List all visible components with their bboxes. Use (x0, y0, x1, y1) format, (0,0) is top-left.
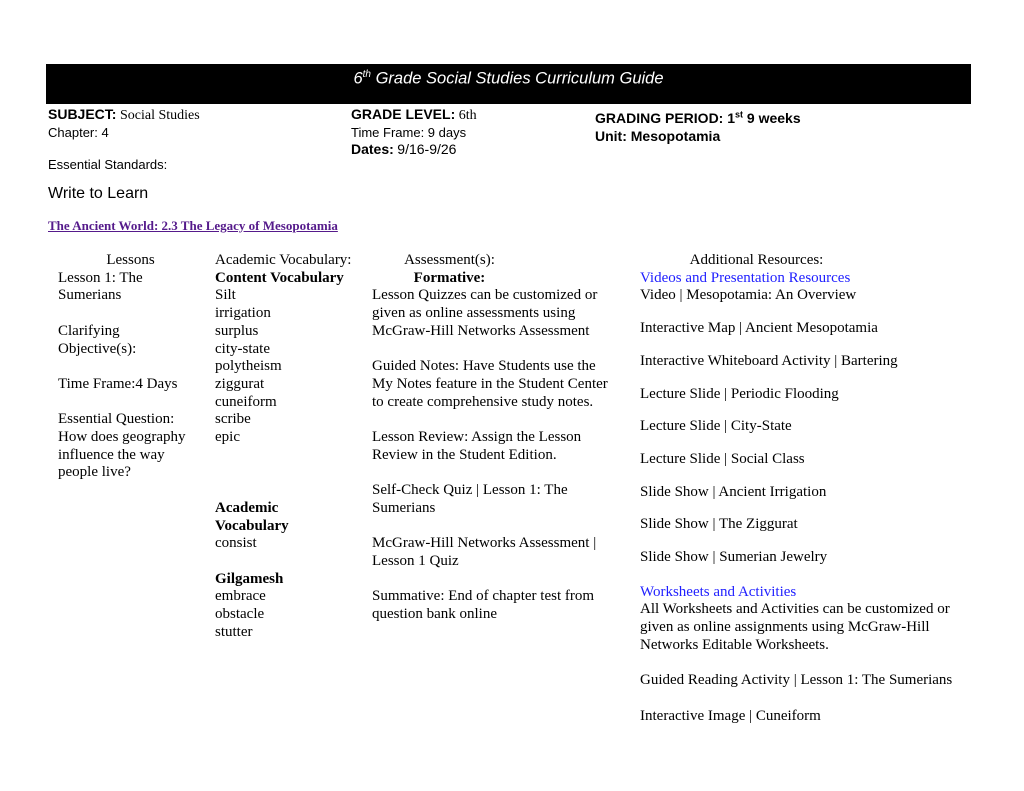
gilgamesh-heading: Gilgamesh (215, 570, 284, 587)
assessment-column (372, 252, 627, 624)
worksheet-item: Guided Reading Activity | Lesson 1: The Sumerians (640, 672, 953, 689)
grade-block (351, 106, 477, 159)
vocab-word: ziggurat (215, 375, 265, 392)
essential-question: How does geography (58, 428, 186, 445)
resource-item: Lecture Slide | Periodic Flooding (640, 385, 839, 402)
title-bar (46, 64, 971, 104)
dates-value: 9/16-9/26 (397, 141, 457, 157)
grading-period-label: GRADING PERIOD: 1st 9 weeks (595, 109, 801, 126)
assessment-line: Guided Notes: Have Students use the (372, 358, 596, 375)
resource-item: Interactive Map | Ancient Mesopotamia (640, 320, 878, 337)
grade-level-label: GRADE LEVEL: (351, 106, 456, 122)
worksheets-heading[interactable]: Worksheets and Activities (640, 583, 797, 600)
resource-item: Slide Show | Ancient Irrigation (640, 483, 827, 500)
assessment-line: Lesson Review: Assign the Lesson (372, 429, 582, 445)
academic-vocabulary-heading: Academic (215, 499, 279, 516)
vocab-word: consist (215, 535, 257, 552)
videos-heading[interactable]: Videos and Presentation Resources (640, 269, 851, 286)
resource-item: Slide Show | Sumerian Jewelry (640, 549, 828, 566)
lessons-heading: Lessons (106, 252, 155, 268)
resource-item: Interactive Whiteboard Activity | Bartering (640, 352, 898, 369)
time-frame-label: Time Frame: 9 days (351, 125, 467, 140)
assessment-line: McGraw-Hill Networks Assessment (372, 322, 590, 339)
lesson-line: Lesson 1: The (58, 269, 143, 286)
resource-item: Slide Show | The Ziggurat (640, 516, 798, 533)
clarifying-label: Clarifying (58, 322, 120, 339)
resources-heading: Additional Resources: (689, 252, 824, 268)
essential-question: influence the way (58, 446, 165, 463)
vocab-word: stutter (215, 623, 253, 640)
assessment-line: question bank online (372, 605, 497, 622)
essential-question: people live? (58, 464, 131, 481)
assessment-line: given as online assessments using (372, 305, 576, 322)
assessment-line: Sumerians (372, 499, 436, 516)
assessment-line: McGraw-Hill Networks Assessment | (372, 535, 597, 552)
vocab-word: Silt (215, 287, 236, 304)
assessment-line: My Notes feature in the Student Center (372, 375, 608, 392)
clarifying-label: Objective(s): (58, 340, 137, 357)
vocab-word: epic (215, 429, 240, 446)
vocab-word: polytheism (215, 358, 282, 375)
assessment-line: Self-Check Quiz | Lesson 1: The (372, 482, 568, 499)
assessment-line: Review in the Student Edition. (372, 446, 557, 463)
vocab-word: city-state (215, 340, 270, 357)
resource-item: Video | Mesopotamia: An Overview (640, 287, 857, 304)
vocab-word: scribe (215, 411, 251, 428)
lessons-column (58, 252, 203, 482)
assessment-line: Summative: End of chapter test from (372, 588, 595, 605)
worksheets-intro: given as online assignments using McGraw-Hill (640, 619, 930, 636)
formative-heading: Formative: (413, 269, 486, 286)
resource-item: Lecture Slide | City-State (640, 418, 792, 435)
grade-level-value: 6th (458, 108, 477, 123)
assessment-line: Lesson 1 Quiz (372, 552, 459, 569)
subject-block (48, 106, 200, 141)
academic-vocabulary-heading: Vocabulary (215, 517, 289, 534)
resource-item: Lecture Slide | Social Class (640, 450, 805, 467)
assessment-heading: Assessment(s): (404, 252, 495, 268)
essential-question: Essential Question: (58, 411, 175, 428)
lesson-line: Sumerians (58, 287, 122, 304)
worksheets-intro: All Worksheets and Activities can be customized or (640, 601, 950, 618)
unit-label: Unit: Mesopotamia (595, 127, 721, 144)
vocab-word: irrigation (215, 305, 271, 322)
subject-value: Social Studies (119, 108, 200, 123)
vocab-word: obstacle (215, 606, 265, 622)
vocab-word: surplus (215, 322, 259, 339)
assessment-line: to create comprehensive study notes. (372, 393, 594, 410)
resources-column (640, 252, 980, 725)
vocab-word: embrace (215, 588, 266, 605)
lesson-time-frame: Time Frame:4 Days (58, 375, 178, 392)
grading-block (595, 106, 801, 146)
worksheet-item: Interactive Image | Cuneiform (640, 707, 821, 724)
standards-label: Essential Standards: (48, 157, 168, 172)
worksheets-intro: Networks Editable Worksheets. (640, 636, 829, 653)
page-title: 6th Grade Social Studies Curriculum Guide (353, 69, 664, 88)
dates-label: Dates: (351, 141, 394, 157)
assessment-line: Lesson Quizzes can be customized or (372, 287, 598, 304)
subject-label: SUBJECT: (48, 106, 117, 122)
vocabulary-column (215, 252, 365, 641)
vocab-word: cuneiform (215, 393, 277, 410)
vocabulary-heading: Academic Vocabulary: (215, 252, 352, 268)
lesson-link[interactable]: The Ancient World: 2.3 The Legacy of Mesopotamia (48, 218, 338, 233)
write-to-learn-heading: Write to Learn (48, 185, 149, 202)
chapter-label: Chapter: 4 (48, 125, 109, 140)
content-vocabulary-heading: Content Vocabulary (215, 269, 344, 286)
